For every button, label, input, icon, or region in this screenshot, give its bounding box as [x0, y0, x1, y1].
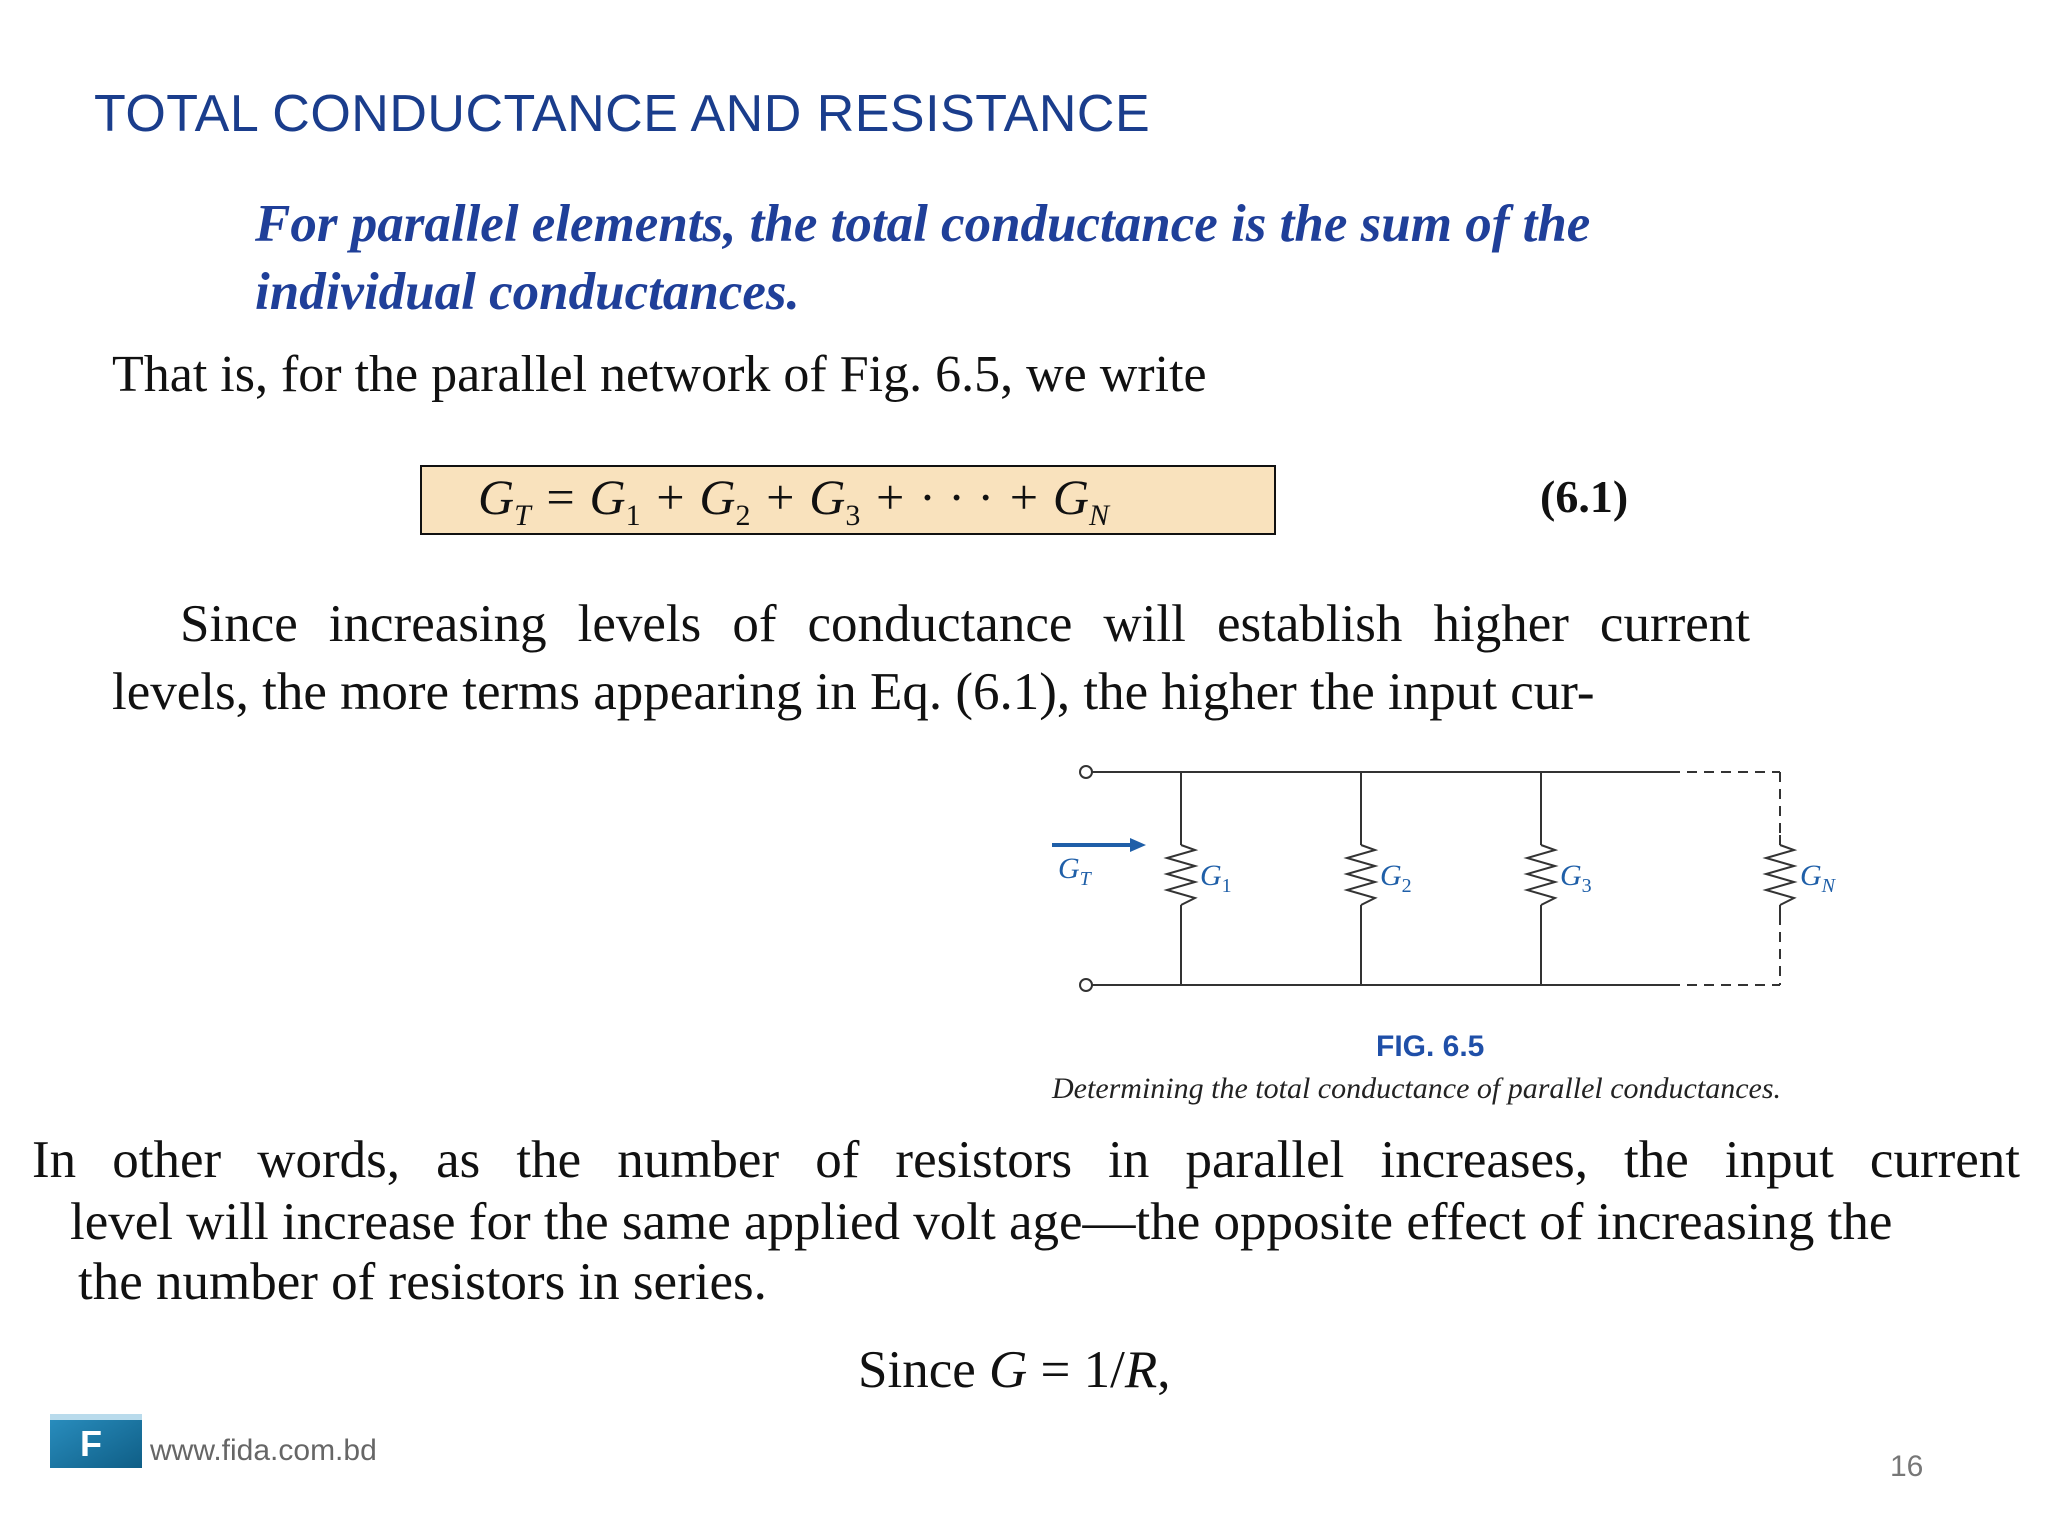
paragraph-other-words-line3: the number of resistors in series. — [78, 1253, 767, 1311]
statement-text: For parallel elements, the total conductance is the sum of the individual conductances. — [255, 195, 1591, 321]
slide-title: TOTAL CONDUCTANCE AND RESISTANCE — [94, 85, 1151, 143]
figure-label: FIG. 6.5 — [1376, 1030, 1485, 1063]
resistor-g1 — [1167, 845, 1195, 905]
resistor-label-g2: $G_2$ — [1380, 859, 1412, 897]
footer-url-link[interactable]: www.fida.com.bd — [150, 1434, 377, 1467]
terminal-bottom — [1080, 979, 1092, 991]
current-arrow-icon — [1130, 838, 1146, 852]
paragraph-other-words-line2: level will increase for the same applied volt age—the opposite effect of increasing the — [70, 1193, 1893, 1251]
equation: $G_T = G_1 + G_2 + G_3$ + · · · + $G_N$ — [478, 469, 1109, 532]
paragraph-conductance-levels: Since increasing levels of conductance will establish higher current levels, the more terms appearing in Eq. (6.1), the higher the input cur- — [112, 595, 1750, 721]
resistor-label-g1: $G_1$ — [1200, 859, 1232, 897]
intro-text: That is, for the parallel network of Fig. 6.5, we write — [112, 346, 1207, 403]
resistor-label-gn: $G_N$ — [1800, 859, 1836, 897]
resistor-label-g3: $G_3$ — [1560, 859, 1592, 897]
resistor-gn — [1766, 845, 1794, 905]
terminal-top — [1080, 766, 1092, 778]
since-equation: Since G = 1/R, — [858, 1341, 1171, 1399]
resistor-g2 — [1347, 845, 1375, 905]
page-number: 16 — [1890, 1450, 1924, 1483]
paragraph-other-words-line1: In other words, as the number of resistors in parallel increases, the input current — [32, 1131, 2020, 1189]
svg-text:F: F — [80, 1423, 102, 1464]
fida-logo-icon — [50, 1414, 142, 1468]
current-label: $G_T$ — [1058, 852, 1091, 890]
equation-number: (6.1) — [1540, 471, 1629, 522]
figure-caption: Determining the total conductance of parallel conductances. — [1052, 1072, 1781, 1105]
parallel-circuit-diagram — [1040, 750, 1860, 1000]
resistor-g3 — [1527, 845, 1555, 905]
